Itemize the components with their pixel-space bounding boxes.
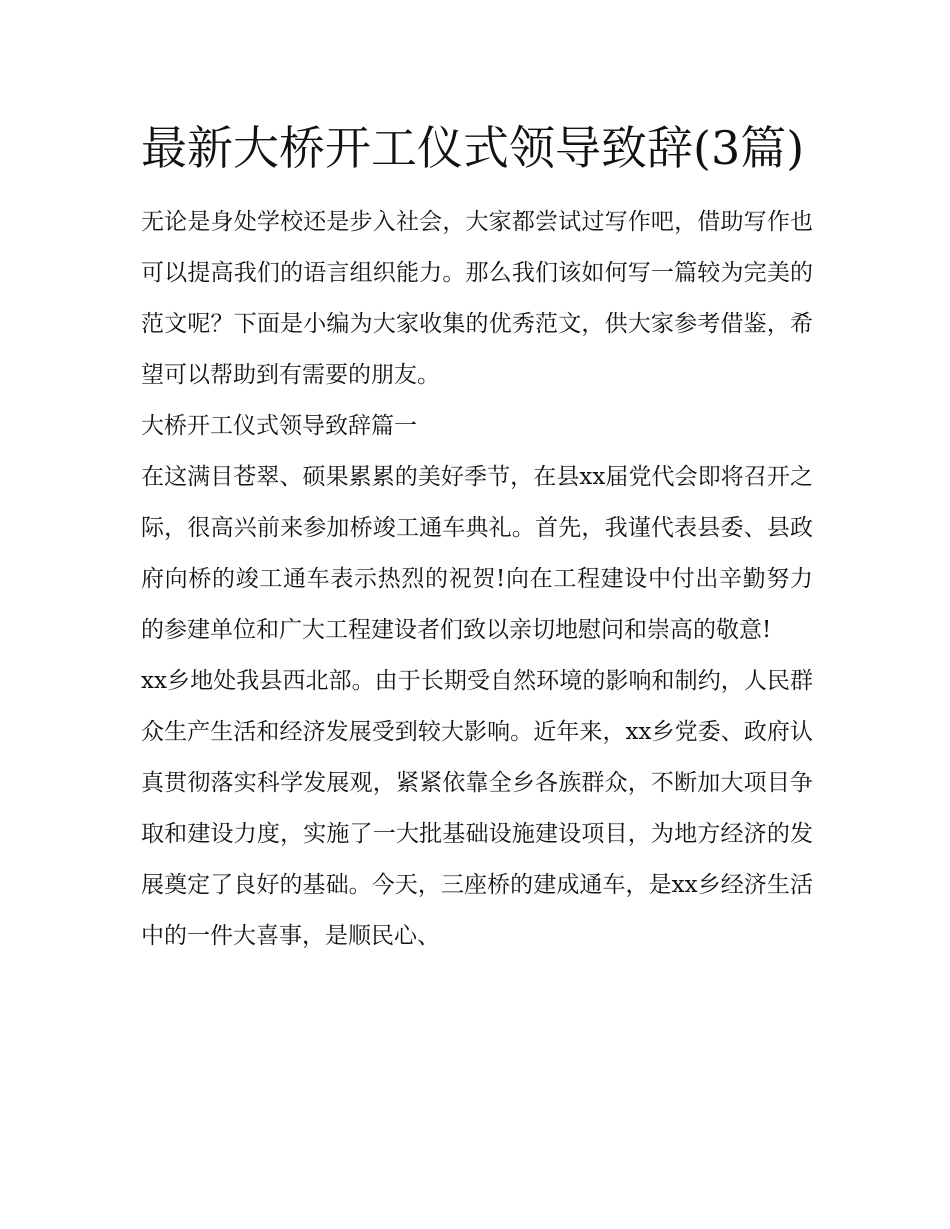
body-paragraph-2: xx乡地处我县西北部。由于长期受自然环境的影响和制约，人民群众生产生活和经济发展受到较大影响。近年来，xx乡党委、政府认真贯彻落实科学发展观，紧紧依靠全乡各族群众，不断加大项目争取和建设力度，实施了一大批基础设施建设项目，为地方经济的发展奠定了良好的基础。今天，三座桥的建成通车，是xx乡经济生活中的一件大喜事，是顺民心、 <box>141 668 813 949</box>
intro-paragraph: 无论是身处学校还是步入社会，大家都尝试过写作吧，借助写作也可以提高我们的语言组织能力。那么我们该如何写一篇较为完美的范文呢？下面是小编为大家收集的优秀范文，供大家参考借鉴，希望可以帮助到有需要的朋友。 <box>141 209 813 388</box>
section-heading: 大桥开工仪式领导致辞篇一 <box>141 413 417 439</box>
body-paragraph-1: 在这满目苍翠、硕果累累的美好季节，在县xx届党代会即将召开之际，很高兴前来参加桥竣工通车典礼。首先，我谨代表县委、县政府向桥的竣工通车表示热烈的祝贺!向在工程建设中付出辛勤努力的参建单位和广大工程建设者们致以亲切地慰问和崇高的敬意! <box>141 464 813 643</box>
document-page <box>141 112 813 962</box>
document-title: 最新大桥开工仪式领导致辞(3篇) <box>141 121 805 175</box>
